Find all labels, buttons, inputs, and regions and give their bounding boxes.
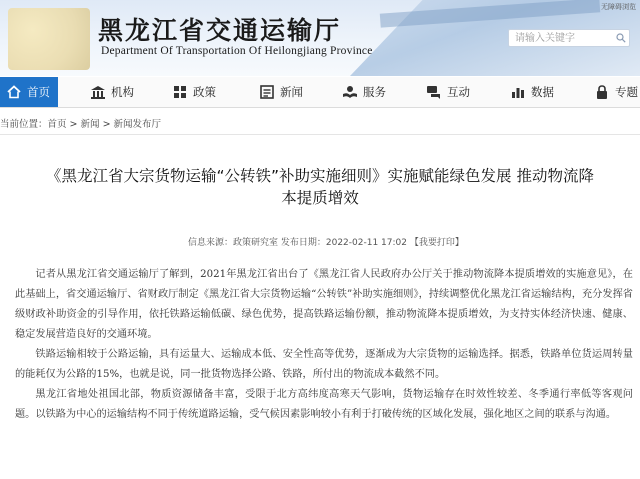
article-meta <box>188 235 464 248</box>
nav-item-org[interactable] <box>90 77 134 107</box>
nav-item-topic[interactable] <box>594 77 638 107</box>
lock-icon <box>594 84 610 100</box>
breadcrumb-link-pressroom[interactable]: 新闻发布厅 <box>113 119 162 130</box>
nav-item-service[interactable] <box>342 77 386 107</box>
grid-icon <box>172 84 188 100</box>
nav-item-home[interactable] <box>0 77 58 107</box>
nav-label: 服务 <box>363 85 386 99</box>
search-icon[interactable] <box>616 33 626 43</box>
hands-icon <box>342 84 358 100</box>
home-icon <box>6 84 22 100</box>
nav-label: 政策 <box>193 85 216 99</box>
print-button[interactable]: 【我要打印】 <box>409 238 464 248</box>
news-icon <box>259 84 275 100</box>
nav-label: 数据 <box>531 85 554 99</box>
site-title[interactable]: 黑龙江省交通运输厅 <box>98 16 342 45</box>
article-title-line: 本提质增效 <box>281 189 359 207</box>
chat-icon <box>426 84 442 100</box>
accessibility-link[interactable]: 无障碍浏览 <box>601 3 636 11</box>
nav-label: 专题 <box>615 85 638 99</box>
breadcrumb <box>0 116 161 130</box>
article-paragraph: 黑龙江省地处祖国北部，物质资源储备丰富，受限于北方高纬度高寒天气影响，货物运输存在时效性较差、冬季通行率低等客观问题。以铁路为中心的运输结构不同于传统道路运输，受气候因素影响较小有利于打破传统的区域化发展，强化地区之间的联系与沟通。 <box>15 389 633 420</box>
breadcrumb-prefix: 当前位置： <box>0 119 48 130</box>
nav-label: 机构 <box>111 85 134 99</box>
article-title-line: 《黑龙江省大宗货物运输“公转铁”补助实施细则》实施赋能绿色发展 推动物流降 <box>46 167 594 185</box>
search-input[interactable] <box>508 29 630 47</box>
article-body <box>15 265 633 425</box>
site-logo[interactable] <box>8 8 90 70</box>
chart-icon <box>510 84 526 100</box>
main-nav <box>0 77 640 108</box>
breadcrumb-link-home[interactable]: 首页 <box>47 119 67 130</box>
divider <box>0 134 640 135</box>
building-icon <box>90 84 106 100</box>
article-title <box>0 165 640 209</box>
nav-label: 首页 <box>27 85 50 99</box>
nav-item-interact[interactable] <box>426 77 470 107</box>
breadcrumb-sep: > <box>99 119 114 130</box>
search-placeholder: 请输入关键字 <box>515 33 575 44</box>
site-subtitle: Department Of Transportation Of Heilongjiang Province <box>101 45 373 57</box>
article-paragraph: 铁路运输相较于公路运输，具有运量大、运输成本低、安全性高等优势，逐渐成为大宗货物的运输选择。据悉，铁路单位货运周转量的能耗仅为公路的15%，也就是说，同一批货物选择公路、铁路，所付出的物流成本截然不同。 <box>15 349 633 380</box>
nav-label: 新闻 <box>280 85 303 99</box>
nav-item-news[interactable] <box>259 77 303 107</box>
site-header <box>0 0 640 76</box>
breadcrumb-sep: > <box>66 119 81 130</box>
nav-item-policy[interactable] <box>172 77 216 107</box>
nav-label: 互动 <box>447 85 470 99</box>
article-paragraph: 记者从黑龙江省交通运输厅了解到，2021年黑龙江省出台了《黑龙江省人民政府办公厅关于推动物流降本提质增效的实施意见》，在此基础上，省交通运输厅、省财政厅制定《黑龙江省大宗货物运输“公转铁”补助实施细则》，持续调整优化黑龙江省运输结构，充分发挥省级财政补助资金的引导作用，依托铁路运输低碳、绿色优势，提高铁路运输份额，推动物流降本提质增效，为支持实体经济快速、健康、稳定发展营造良好的交通环境。 <box>15 269 633 340</box>
nav-item-data[interactable] <box>510 77 554 107</box>
article-source-date: 信息来源：政策研究室 发布日期：2022-02-11 17:02 <box>188 238 407 248</box>
breadcrumb-link-news[interactable]: 新闻 <box>80 119 100 130</box>
